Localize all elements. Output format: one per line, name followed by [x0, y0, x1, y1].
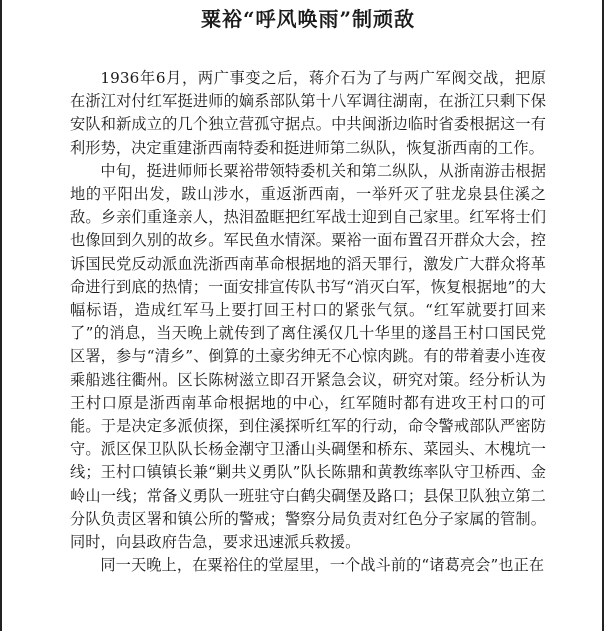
left-border-rule: [0, 0, 2, 631]
article-body: [70, 67, 546, 577]
page-title: 粟裕“呼风唤雨”制顽敌: [200, 7, 415, 31]
paragraph-1: 1936年6月，两广事变之后，蒋介石为了与两广军阀交战，把原在浙江对付红军挺进师的嫡系部队第十八军调往湖南，在浙江只剩下保安队和新成立的几个独立营孤守据点。中共闽浙边临时省委根据这一有利形势，决定重建浙西南特委和挺进师第二纵队，恢复浙西南的工作。: [70, 69, 546, 157]
document-page: [70, 0, 546, 577]
paragraph-3: 同一天晚上，在粟裕住的堂屋里，一个战斗前的“诸葛亮会”也正在: [100, 556, 545, 575]
paragraph-2: 中旬，挺进师师长粟裕带领特委机关和第二纵队，从浙南游击根据地的平阳出发，跋山涉水，重返浙西南，一举歼灭了驻龙泉县住溪之敌。乡亲们重逢亲人，热泪盈眶把红军战士迎到自己家里。红军将士们也像回到久别的故乡。军民鱼水情深。粟裕一面布置召开群众大会，控诉国民党反动派血洗浙西南革命根据地的滔天罪行，激发广大群众将革命进行到底的热情；一面安排宣传队书写“消灭白军，恢复根据地”的大幅标语，造成红军马上要打回王村口的紧张气氛。“红军就要打回来了”的消息，当天晚上就传到了离住溪仅几十华里的遂昌王村口国民党区署，参与“清乡”、倒算的土豪劣绅无不心惊肉跳。有的带着妻小连夜乘船逃往衢州。区长陈树滋立即召开紧急会议，研究对策。经分析认为王村口原是浙西南革命根据地的中心，红军随时都有进攻王村口的可能。于是决定多派侦探，到住溪探听红军的行动，命令警戒部队严密防守。派区保卫队队长杨金潮守卫潘山头碉堡和桥东、菜园头、木槐坑一线；王村口镇镇长兼“剿共义勇队”队长陈鼎和黄教练率队守卫桥西、金岭山一线；常备义勇队一班驻守白鹤尖碉堡及路口；县保卫队独立第二分队负责区署和镇公所的警戒；警察分局负责对红色分子家属的管制。同时，向县政府告急，要求迅速派兵救援。: [70, 161, 546, 552]
